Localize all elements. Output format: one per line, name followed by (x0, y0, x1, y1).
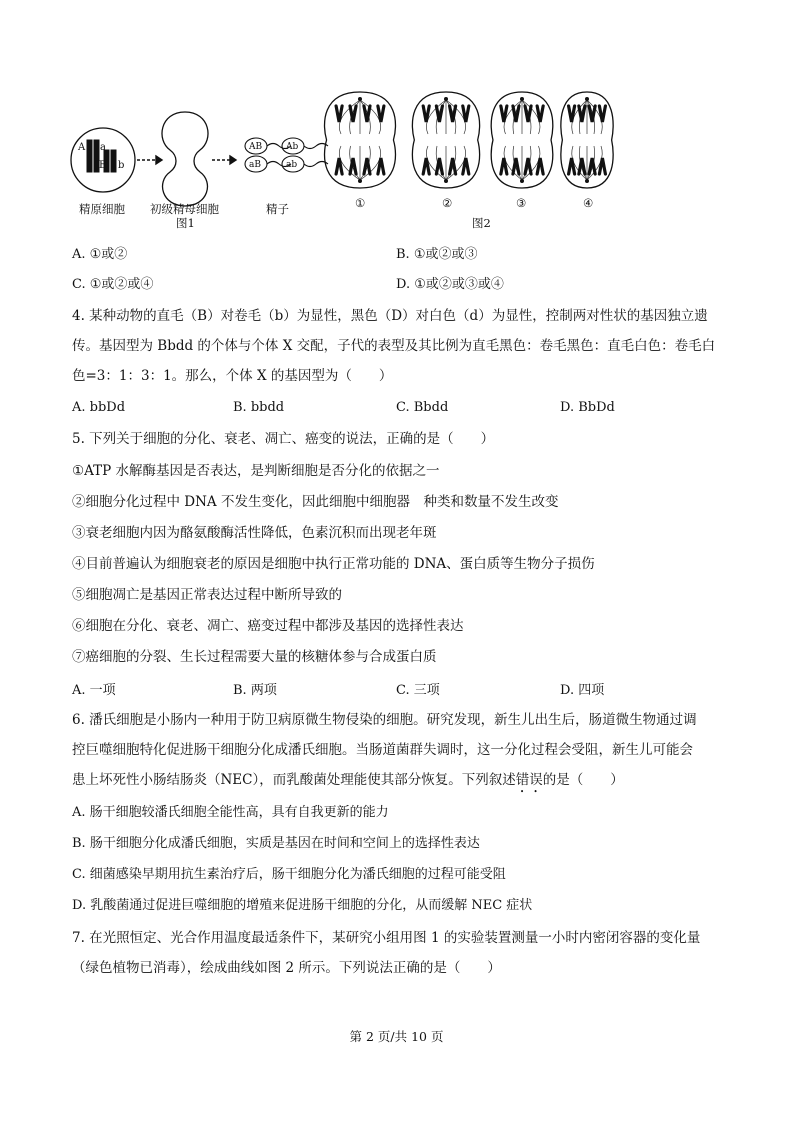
q5-option-d: D. 四项 (560, 683, 605, 698)
svg-text:B: B (99, 160, 107, 171)
q5-item-4: ④目前普遍认为细胞衰老的原因是细胞中执行正常功能的 DNA、蛋白质等生物分子损伤 (72, 556, 595, 572)
q7-line-2: （绿色植物已消毒），绘成曲线如图 2 所示。下列说法正确的是（ ） (72, 960, 501, 976)
fig2-dividing-cells (325, 92, 614, 188)
fig2-cell-4 (561, 92, 613, 188)
q6-line-3-post: 的是（ ） (542, 772, 624, 788)
label-cell-1: ① (355, 196, 366, 210)
q3-option-b: B. ①或②或③ (396, 247, 478, 262)
q6-option-a: A. 肠干细胞较潘氏细胞全能性高，具有自我更新的能力 (72, 805, 389, 820)
q5-item-1: ①ATP 水解酶基因是否表达，是判断细胞是否分化的依据之一 (72, 463, 440, 479)
q3-option-c: C. ①或②或④ (72, 277, 154, 292)
q4-line-3: 色=3：1：3：1。那么，个体 X 的基因型为（ ） (72, 368, 393, 384)
q5-stem: 5. 下列关于细胞的分化、衰老、凋亡、癌变的说法，正确的是（ ） (72, 431, 495, 447)
sperm-gene-Ab: Ab (286, 142, 299, 152)
q3-option-d: D. ①或②或③或④ (396, 277, 504, 292)
sperm-gene-aB: aB (249, 160, 261, 170)
q6-emphasis-wrong: 错误 (515, 772, 543, 788)
q5-option-a: A. 一项 (72, 683, 116, 698)
q6-line-3-pre: 患上坏死性小肠结肠炎（NEC），而乳酸菌处理能使其部分恢复。下列叙述 (72, 772, 516, 788)
q4-option-b: B. bbdd (233, 400, 285, 415)
primary-spermatocyte-cell (162, 112, 208, 206)
label-cell-2: ② (442, 196, 453, 210)
sperm-gene-ab: ab (286, 160, 298, 170)
q5-item-5: ⑤细胞凋亡是基因正常表达过程中断所导致的 (72, 587, 342, 603)
label-sperm: 精子 (266, 202, 289, 216)
fig2-cell-3 (491, 92, 553, 188)
q6-line-3 (72, 771, 624, 796)
q6-option-c: C. 细菌感染早期用抗生素治疗后，肠干细胞分化为潘氏细胞的过程可能受阻 (72, 867, 506, 882)
q3-option-a: A. ①或② (72, 247, 128, 262)
page-footer: 第 2 页/共 10 页 (349, 1029, 444, 1044)
q4-option-c: C. Bbdd (396, 400, 449, 415)
figure-meiosis (70, 88, 730, 236)
q4-line-1: 4. 某种动物的直毛（B）对卷毛（b）为显性，黑色（D）对白色（d）为显性，控制两对性状的基因独立遗 (72, 308, 708, 324)
q5-item-7: ⑦癌细胞的分裂、生长过程需要大量的核糖体参与合成蛋白质 (72, 649, 437, 665)
q4-line-2: 传。基因型为 Bbdd 的个体与个体 X 交配，子代的表型及其比例为直毛黑色：卷毛黑色：直毛白色：卷毛白 (72, 338, 716, 354)
label-cell-3: ③ (516, 196, 527, 210)
q5-item-6: ⑥细胞在分化、衰老、凋亡、癌变过程中都涉及基因的选择性表达 (72, 618, 464, 634)
svg-text:A: A (78, 142, 86, 153)
fig2-cell-2 (412, 92, 479, 188)
label-cell-4: ④ (583, 196, 594, 210)
q6-option-d: D. 乳酸菌通过促进巨噬细胞的增殖来促进肠干细胞的分化，从而缓解 NEC 症状 (72, 898, 533, 913)
label-primary-spermatocyte: 初级精母细胞 (150, 202, 219, 216)
q4-option-d: D. BbDd (560, 400, 615, 415)
q4-option-a: A. bbDd (72, 400, 126, 415)
q7-line-1: 7. 在光照恒定、光合作用温度最适条件下，某研究小组用图 1 的实验装置测量一小时内密闭容器的变化量 (72, 930, 701, 946)
spermatogonium-cell (71, 128, 135, 192)
q5-item-3: ③衰老细胞内因为酪氨酸酶活性降低，色素沉积而出现老年斑 (72, 525, 437, 541)
q5-item-2: ②细胞分化过程中 DNA 不发生变化，因此细胞中细胞器 种类和数量不发生改变 (72, 494, 559, 510)
svg-text:a: a (100, 142, 106, 153)
fig2-cell-1 (325, 92, 396, 188)
q6-option-b: B. 肠干细胞分化成潘氏细胞，实质是基因在时间和空间上的选择性表达 (72, 836, 480, 851)
q5-option-c: C. 三项 (396, 683, 440, 698)
dashed-arrow-1 (137, 156, 162, 164)
caption-fig1: 图1 (176, 216, 195, 230)
q5-option-b: B. 两项 (233, 683, 277, 698)
caption-fig2: 图2 (472, 216, 491, 230)
q6-line-2: 控巨噬细胞特化促进肠干细胞分化成潘氏细胞。当肠道菌群失调时，这一分化过程会受阻，新生儿可能会 (72, 742, 693, 758)
q6-line-1: 6. 潘氏细胞是小肠内一种用于防卫病原微生物侵染的细胞。研究发现，新生儿出生后，肠道微生物通过调 (72, 712, 697, 728)
dashed-arrow-2 (212, 156, 236, 164)
svg-text:b: b (118, 160, 125, 171)
sperm-gene-AB: AB (249, 142, 263, 152)
label-spermatogonium: 精原细胞 (79, 202, 125, 216)
